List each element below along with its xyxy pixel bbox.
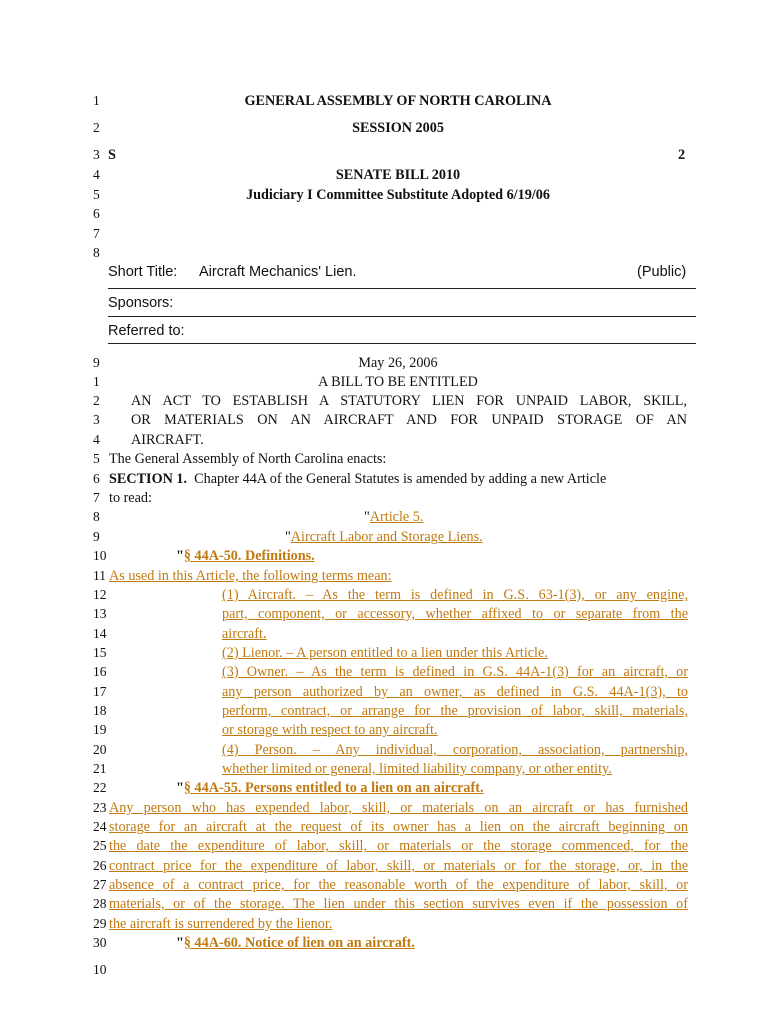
section-heading-text: § 44A-55. Persons entitled to a lien on an aircraft.	[183, 780, 484, 796]
quote-mark: "	[364, 509, 370, 525]
line-number: 11	[93, 568, 106, 583]
line-number: 7	[93, 490, 100, 505]
section-heading-text: § 44A-60. Notice of lien on an aircraft.	[183, 935, 415, 951]
act-title-line: AN ACT TO ESTABLISH A STATUTORY LIEN FOR UNPAID LABOR, SKILL,	[131, 393, 687, 409]
quote-mark: "	[285, 529, 291, 545]
definition-line: (1) Aircraft. – As the term is defined in G.S. 63-1(3), or any engine,	[222, 587, 688, 603]
divider	[108, 316, 696, 317]
line-number: 28	[93, 896, 107, 911]
public-flag: (Public)	[637, 264, 687, 280]
quote-mark: "	[176, 548, 184, 564]
definition-line: or storage with respect to any aircraft.	[222, 722, 438, 738]
section-44a-60-heading	[176, 935, 415, 952]
article-number	[364, 509, 423, 526]
definition-line: perform, contract, or arrange for the provision of labor, skill, materials,	[222, 703, 688, 719]
line-number: 26	[93, 858, 107, 873]
line-number: 16	[93, 664, 107, 679]
line-number: 21	[93, 761, 107, 776]
line-number: 7	[93, 226, 100, 241]
article-title-text: Aircraft Labor and Storage Liens.	[290, 529, 483, 545]
line-number: 13	[93, 606, 107, 621]
line-number: 22	[93, 780, 107, 795]
quote-mark: "	[176, 935, 184, 951]
line-number: 5	[93, 187, 100, 202]
line-number: 6	[93, 206, 100, 221]
line-number: 12	[93, 587, 107, 602]
definition-line: whether limited or general, limited liability company, or other entity.	[222, 761, 612, 777]
chamber-letter: S	[108, 147, 116, 163]
line-number: 1	[93, 93, 100, 108]
section-44a-55-heading	[176, 780, 484, 797]
page-number: 10	[93, 962, 107, 977]
line-number: 24	[93, 819, 107, 834]
line-number: 14	[93, 626, 107, 641]
lien-text-line: the date the expenditure of labor, skill, or materials or the storage commenced, for the	[109, 838, 688, 854]
line-number: 4	[93, 167, 100, 182]
section-44a-50-heading	[176, 548, 315, 565]
sponsors-label: Sponsors:	[108, 295, 174, 311]
short-title-label: Short Title:	[108, 264, 178, 280]
line-number: 19	[93, 722, 107, 737]
line-number: 5	[93, 451, 100, 466]
entitled-heading: A BILL TO BE ENTITLED	[318, 374, 478, 390]
line-number: 27	[93, 877, 107, 892]
short-title: Aircraft Mechanics' Lien.	[199, 264, 357, 280]
section-1	[109, 471, 606, 488]
definition-line: (3) Owner. – As the term is defined in G.S. 44A-1(3) for an aircraft, or	[222, 664, 688, 680]
line-number: 15	[93, 645, 107, 660]
enacting-clause: The General Assembly of North Carolina enacts:	[109, 451, 387, 467]
line-number: 9	[93, 529, 100, 544]
bill-number: SENATE BILL 2010	[335, 167, 461, 183]
lien-text-line: contract price for the expenditure of labor, skill, or materials or for the storage, or, in the	[109, 858, 688, 874]
section-heading-text: § 44A-50. Definitions.	[183, 548, 315, 564]
lien-text-line: storage for an aircraft at the request of its owner has a lien on the aircraft beginning on	[109, 819, 688, 835]
definition-line: aircraft.	[222, 626, 267, 642]
line-number: 8	[93, 245, 100, 260]
section-text-cont: to read:	[109, 490, 152, 506]
line-number: 2	[93, 120, 100, 135]
line-number: 1	[93, 374, 100, 389]
assembly-heading: GENERAL ASSEMBLY OF NORTH CAROLINA	[244, 93, 552, 109]
article-title	[285, 529, 483, 546]
definition-line: part, component, or accessory, whether affixed to or separate from the	[222, 606, 688, 622]
definition-line: any person authorized by an owner, as defined in G.S. 44A-1(3), to	[222, 684, 688, 700]
divider	[108, 288, 696, 289]
line-number: 6	[93, 471, 100, 486]
line-number: 3	[93, 147, 100, 162]
line-number: 17	[93, 684, 107, 699]
lien-text-line: the aircraft is surrendered by the lienor.	[109, 916, 333, 932]
line-number: 3	[93, 412, 100, 427]
line-number: 25	[93, 838, 107, 853]
line-number: 30	[93, 935, 107, 950]
section-text: Chapter 44A of the General Statutes is amended by adding a new Article	[194, 471, 607, 487]
referred-label: Referred to:	[108, 323, 185, 339]
bill-date: May 26, 2006	[358, 355, 438, 371]
definition-line: (2) Lienor. – A person entitled to a lien under this Article.	[222, 645, 548, 661]
line-number: 18	[93, 703, 107, 718]
line-number: 8	[93, 509, 100, 524]
lien-text-line: materials, or of the storage. The lien under this section survives even if the possession of	[109, 896, 688, 912]
line-number: 23	[93, 800, 107, 815]
definition-line: (4) Person. – Any individual, corporation, association, partnership,	[222, 742, 688, 758]
line-number: 9	[93, 355, 100, 370]
definitions-intro: As used in this Article, the following terms mean:	[109, 568, 392, 584]
act-title-line: AIRCRAFT.	[131, 432, 204, 448]
lien-text-line: absence of a contract price, for the reasonable worth of the expenditure of labor, skill, or	[109, 877, 688, 893]
line-number: 2	[93, 393, 100, 408]
article-number-text: Article 5.	[369, 509, 424, 525]
line-number: 20	[93, 742, 107, 757]
line-number: 10	[93, 548, 107, 563]
act-title-line: OR MATERIALS ON AN AIRCRAFT AND FOR UNPAID STORAGE OF AN	[131, 412, 687, 428]
section-label: SECTION 1.	[109, 471, 188, 487]
version-number: 2	[678, 147, 686, 163]
divider	[108, 343, 696, 344]
committee-substitute: Judiciary I Committee Substitute Adopted 6/19/06	[246, 187, 550, 203]
line-number: 29	[93, 916, 107, 931]
lien-text-line: Any person who has expended labor, skill, or materials on an aircraft or has furnished	[109, 800, 688, 816]
line-number: 4	[93, 432, 100, 447]
quote-mark: "	[176, 780, 184, 796]
session-heading: SESSION 2005	[352, 120, 444, 136]
